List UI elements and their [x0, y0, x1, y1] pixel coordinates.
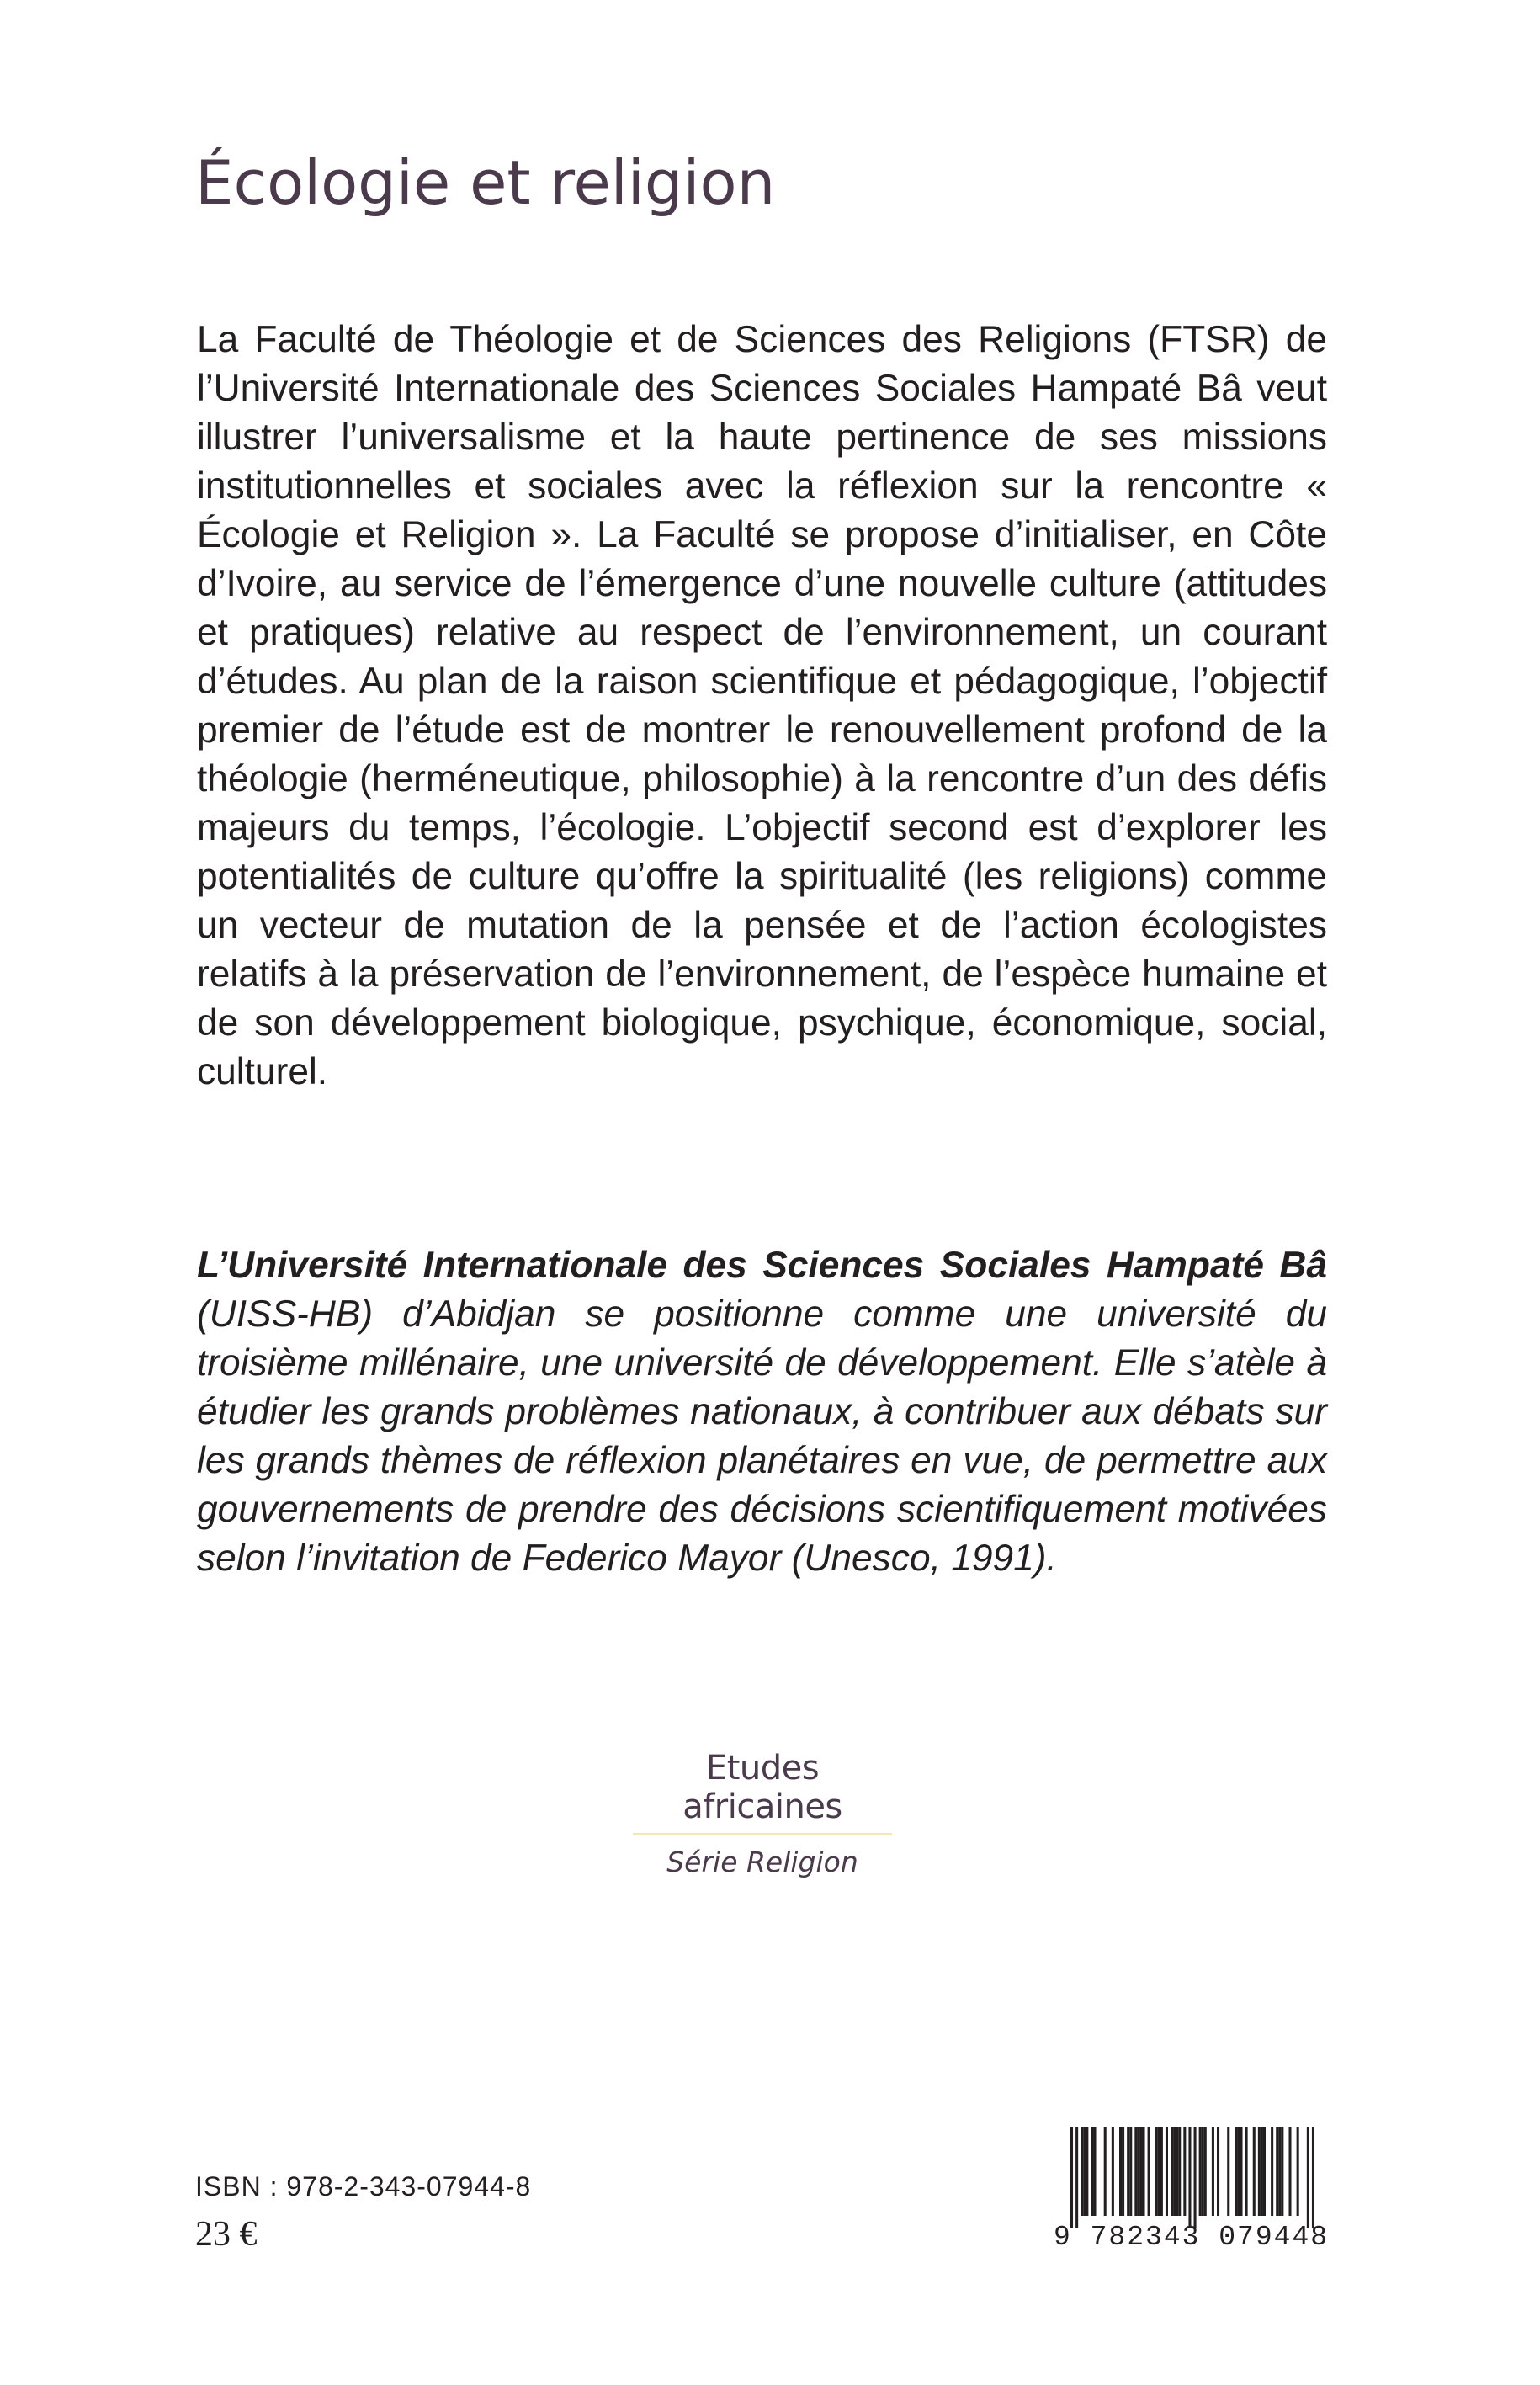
barcode-bar: [1119, 2127, 1122, 2216]
barcode-bar: [1253, 2127, 1256, 2216]
barcode-bar: [1281, 2127, 1283, 2216]
book-title: Écologie et religion: [195, 147, 776, 218]
barcode-bar: [1112, 2127, 1114, 2216]
barcode-bar: [1122, 2127, 1124, 2216]
barcode-digits: 9 782343 079448: [1054, 2222, 1330, 2253]
barcode-bar: [1148, 2127, 1150, 2216]
barcode-bar: [1139, 2127, 1142, 2216]
barcode: [1054, 2127, 1330, 2260]
barcode-bar: [1171, 2127, 1173, 2216]
barcode-bar: [1217, 2127, 1219, 2216]
barcode-bar: [1137, 2127, 1139, 2216]
barcode-bar: [1160, 2127, 1163, 2216]
barcode-bar: [1199, 2127, 1202, 2216]
barcode-bar: [1204, 2127, 1207, 2216]
barcode-bar: [1307, 2127, 1309, 2228]
barcode-bar: [1142, 2127, 1144, 2216]
barcode-bar: [1188, 2127, 1191, 2228]
university-description: (UISS-HB) d’Abidjan se positionne comme une université du troisième millénaire, une université de développement. Elle s’atèle à étudier les grands problèmes nationaux, à contribuer aux débats sur les grands thèmes de réflexion planétaires en vue, de permettre aux gouvernements de prendre des décisions scientifiquement motivées selon l’invitation de Federico Mayor (Unesco, 1991).: [197, 1293, 1327, 1579]
barcode-bar: [1127, 2127, 1129, 2216]
series-title: Etudes africaines: [633, 1749, 892, 1835]
barcode-bar: [1288, 2127, 1291, 2216]
university-paragraph: [197, 1241, 1327, 1583]
book-description: La Faculté de Théologie et de Sciences des Religions (FTSR) de l’Université Internationale des Sciences Sociales Hampaté Bâ veut illustrer l’universalisme et la haute pertinence de ses missions institutionnelles et sociales avec la réflexion sur la rencontre « Écologie et Religion ». La Faculté se propose d’initialiser, en Côte d’Ivoire, au service de l’émergence d’une nouvelle culture (attitudes et pratiques) relative au respect de l’environnement, un courant d’études. Au plan de la raison scientifique et pédagogique, l’objectif premier de l’étude est de montrer le renouvellement profond de la théologie (herméneutique, philosophie) à la rencontre d’un des défis majeurs du temps, l’écologie. L’objectif second est d’explorer les potentialités de culture qu’offre la spiritualité (les religions) comme un vecteur de mutation de la pensée et de l’action écologistes relatifs à la préservation de l’environnement, de l’espèce humaine et de son développement biologique, psychique, économique, social, culturel.: [197, 319, 1327, 1092]
isbn-label: ISBN : 978-2-343-07944-8: [195, 2171, 532, 2202]
barcode-bar: [1212, 2127, 1214, 2216]
barcode-bar: [1263, 2127, 1266, 2216]
university-name: L’Université Internationale des Sciences Sociales Hampaté Bâ: [197, 1245, 1327, 1286]
barcode-icon: [1070, 2127, 1314, 2228]
barcode-bar: [1194, 2127, 1197, 2228]
barcode-bar: [1240, 2127, 1242, 2216]
barcode-bar: [1091, 2127, 1093, 2216]
barcode-bar: [1271, 2127, 1273, 2216]
barcode-bar: [1134, 2127, 1137, 2216]
barcode-bar: [1178, 2127, 1181, 2216]
barcode-bar: [1312, 2127, 1314, 2228]
barcode-bar: [1245, 2127, 1248, 2216]
barcode-bar: [1083, 2127, 1086, 2216]
barcode-bar: [1261, 2127, 1263, 2216]
barcode-bar: [1202, 2127, 1204, 2216]
barcode-bar: [1158, 2127, 1160, 2216]
barcode-bar: [1086, 2127, 1088, 2216]
barcode-bar: [1070, 2127, 1073, 2228]
series-subtitle: Série Religion: [666, 1846, 858, 1878]
barcode-bar: [1237, 2127, 1240, 2216]
price-label: 23 €: [195, 2215, 258, 2254]
barcode-bar: [1081, 2127, 1083, 2216]
barcode-bar: [1093, 2127, 1096, 2216]
barcode-bar: [1258, 2127, 1261, 2216]
barcode-bar: [1166, 2127, 1168, 2216]
barcode-bar: [1104, 2127, 1107, 2216]
barcode-bar: [1075, 2127, 1078, 2228]
barcode-bar: [1176, 2127, 1178, 2216]
barcode-bar: [1278, 2127, 1281, 2216]
barcode-bar: [1235, 2127, 1237, 2216]
barcode-bar: [1183, 2127, 1186, 2216]
barcode-bar: [1129, 2127, 1132, 2216]
series-logo: [633, 1749, 892, 1878]
barcode-bar: [1155, 2127, 1158, 2216]
barcode-bar: [1297, 2127, 1299, 2216]
barcode-bar: [1173, 2127, 1176, 2216]
barcode-bar: [1276, 2127, 1278, 2216]
barcode-bar: [1227, 2127, 1229, 2216]
